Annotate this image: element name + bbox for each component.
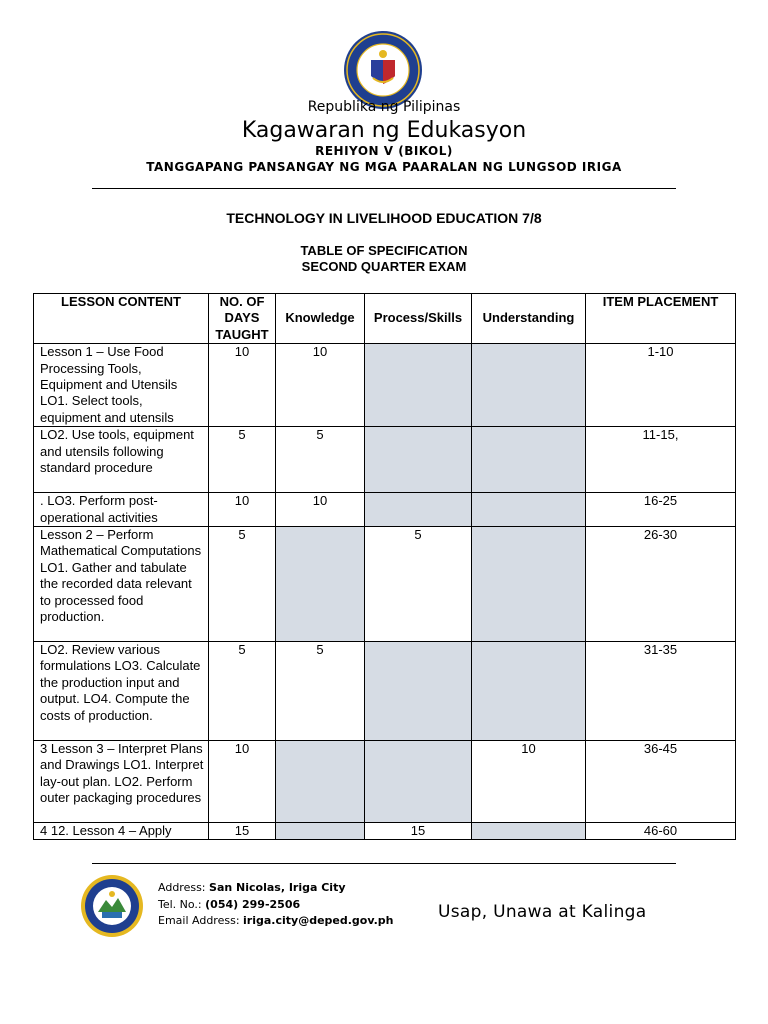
header-understanding: Understanding [472, 294, 586, 344]
days-cell: 10 [209, 741, 276, 823]
tos-title-block [0, 243, 768, 275]
process-cell [365, 642, 472, 741]
deped-seal-logo [343, 30, 423, 110]
lesson-cell: 3 Lesson 3 – Interpret Plans and Drawings LO1. Interpret lay-out plan. LO2. Perform outer packaging procedures [34, 741, 209, 823]
tel-line [158, 897, 394, 914]
knowledge-cell: 5 [276, 427, 365, 493]
header-days-taught: NO. OF DAYS TAUGHT [209, 294, 276, 344]
placement-cell: 11-15, [586, 427, 736, 493]
header-item-placement: ITEM PLACEMENT [586, 294, 736, 344]
lesson-cell: LO2. Review various formulations LO3. Calculate the production input and output. LO4. Compute the costs of production. [34, 642, 209, 741]
header-knowledge: Knowledge [276, 294, 365, 344]
contact-info [158, 880, 394, 930]
knowledge-cell: 10 [276, 344, 365, 427]
lesson-cell: . LO3. Perform post-operational activities [34, 493, 209, 527]
understanding-cell: 10 [472, 741, 586, 823]
understanding-cell [472, 642, 586, 741]
understanding-cell [472, 823, 586, 840]
division-logo [80, 874, 144, 938]
placement-cell: 26-30 [586, 527, 736, 642]
address-line [158, 880, 394, 897]
table-row [34, 527, 736, 642]
process-cell: 15 [365, 823, 472, 840]
email-value: iriga.city@deped.gov.ph [243, 914, 394, 927]
address-label: Address: [158, 881, 206, 894]
email-line [158, 913, 394, 930]
understanding-cell [472, 427, 586, 493]
table-row [34, 642, 736, 741]
placement-cell: 36-45 [586, 741, 736, 823]
process-cell [365, 493, 472, 527]
understanding-cell [472, 344, 586, 427]
table-row [34, 493, 736, 527]
days-cell: 5 [209, 527, 276, 642]
knowledge-cell: 10 [276, 493, 365, 527]
tel-label: Tel. No.: [158, 897, 202, 911]
process-cell [365, 427, 472, 493]
lesson-cell: 4 12. Lesson 4 – Apply [34, 823, 209, 840]
region-name: REHIYON V (BIKOL) [315, 144, 453, 158]
knowledge-cell: 5 [276, 642, 365, 741]
header-lesson-content: LESSON CONTENT [34, 294, 209, 344]
tos-subtitle: SECOND QUARTER EXAM [301, 259, 467, 274]
header-divider [92, 188, 676, 189]
table-row [34, 823, 736, 840]
lesson-cell: LO2. Use tools, equipment and utensils following standard procedure [34, 427, 209, 493]
knowledge-cell [276, 823, 365, 840]
tos-title: TABLE OF SPECIFICATION [300, 243, 468, 258]
motto: Usap, Unawa at Kalinga [438, 902, 647, 922]
tel-value: (054) 299-2506 [205, 897, 301, 911]
email-label: Email Address: [158, 914, 240, 927]
understanding-cell [472, 493, 586, 527]
placement-cell: 31-35 [586, 642, 736, 741]
understanding-cell [472, 527, 586, 642]
table-body [34, 344, 736, 840]
address-value: San Nicolas, Iriga City [209, 881, 346, 894]
days-cell: 5 [209, 427, 276, 493]
knowledge-cell [276, 741, 365, 823]
lesson-cell: Lesson 2 – Perform Mathematical Computations LO1. Gather and tabulate the recorded data relevant to processed food production. [34, 527, 209, 642]
republic-name: Republika ng Pilipinas [307, 99, 461, 115]
department-name: Kagawaran ng Edukasyon [241, 118, 527, 143]
header-process-skills: Process/Skills [365, 294, 472, 344]
days-cell: 15 [209, 823, 276, 840]
footer-divider [92, 863, 676, 864]
table-row [34, 344, 736, 427]
days-cell: 10 [209, 344, 276, 427]
lesson-cell: Lesson 1 – Use Food Processing Tools, Equipment and Utensils LO1. Select tools, equipment and utensils [34, 344, 209, 427]
placement-cell: 46-60 [586, 823, 736, 840]
process-cell [365, 344, 472, 427]
placement-cell: 1-10 [586, 344, 736, 427]
division-name: TANGGAPANG PANSANGAY NG MGA PAARALAN NG LUNGSOD IRIGA [146, 160, 622, 174]
table-row [34, 427, 736, 493]
process-cell [365, 741, 472, 823]
table-header-row [34, 294, 736, 344]
specification-table [33, 293, 736, 840]
process-cell: 5 [365, 527, 472, 642]
days-cell: 10 [209, 493, 276, 527]
subject-title: TECHNOLOGY IN LIVELIHOOD EDUCATION 7/8 [226, 210, 542, 226]
knowledge-cell [276, 527, 365, 642]
placement-cell: 16-25 [586, 493, 736, 527]
table-row [34, 741, 736, 823]
days-cell: 5 [209, 642, 276, 741]
